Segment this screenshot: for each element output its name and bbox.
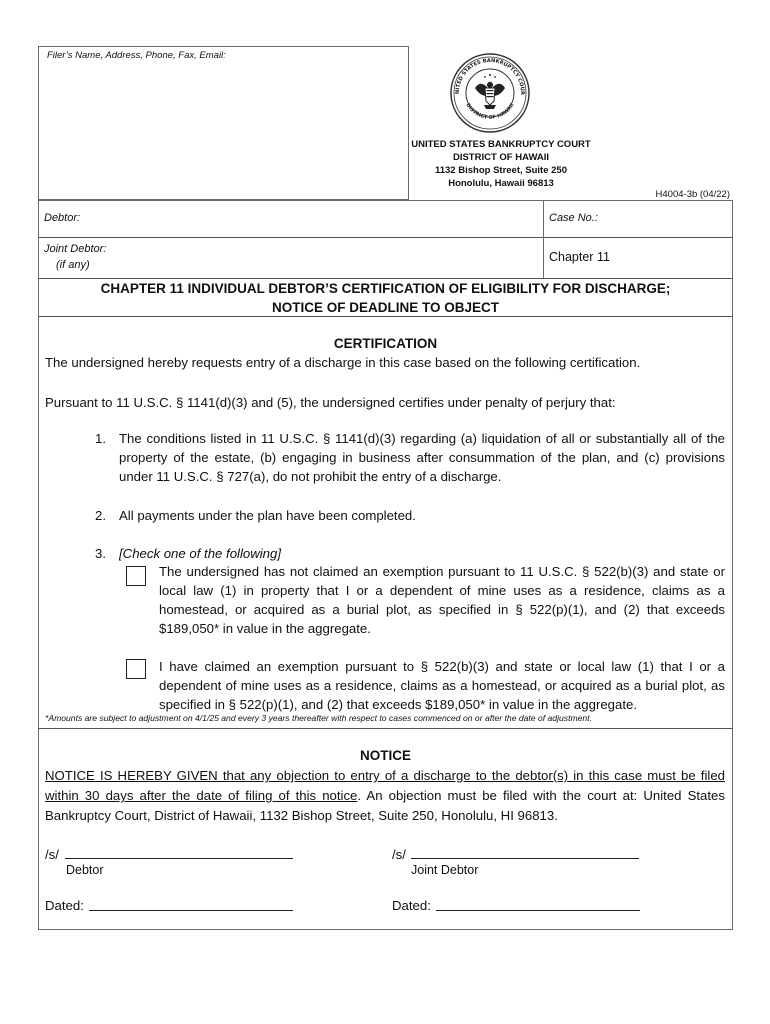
joint-debtor-dated-line[interactable] [436, 910, 640, 911]
notice-body [45, 766, 725, 826]
notice-underlined-text: NOTICE IS HEREBY GIVEN that any objection to entry of a discharge to the debtor(s) in this case must be filed within 30 days after the date of filing of this notice [45, 768, 725, 803]
item-2-text: All payments under the plan have been completed. [119, 508, 416, 523]
filer-box [38, 46, 409, 200]
item-3-number: 3. [95, 546, 106, 561]
debtor-dated-label: Dated: [45, 898, 84, 913]
svg-text:DISTRICT OF HAWAII: DISTRICT OF HAWAII [464, 102, 516, 121]
debtor-signature-label: Debtor [66, 863, 104, 877]
filer-label: Filer’s Name, Address, Phone, Fax, Email: [47, 50, 226, 61]
certification-heading: CERTIFICATION [333, 336, 438, 351]
option-1-checkbox[interactable] [126, 566, 146, 586]
joint-debtor-signature-line[interactable] [411, 858, 639, 859]
form-title-line1: CHAPTER 11 INDIVIDUAL DEBTOR’S CERTIFICATION OF ELIGIBILITY FOR DISCHARGE; [100, 281, 671, 296]
court-address [409, 138, 593, 190]
debtor-dated-line[interactable] [89, 910, 293, 911]
debtor-signature-prefix: /s/ [45, 847, 59, 862]
item-2-number: 2. [95, 508, 106, 523]
debtor-signature-line[interactable] [65, 858, 293, 859]
svg-text:UNITED STATES BANKRUPTCY COURT: NITED STATES BANKRUPTCY COUR [454, 57, 526, 95]
joint-debtor-signature-label: Joint Debtor [411, 863, 479, 877]
case-number-label: Case No.: [549, 212, 598, 224]
court-city: Honolulu, Hawaii 96813 [448, 178, 554, 189]
item-3-text: [Check one of the following] [119, 546, 282, 561]
court-name: UNITED STATES BANKRUPTCY COURT [411, 139, 591, 150]
item-1-number: 1. [95, 431, 106, 446]
court-street: 1132 Bishop Street, Suite 250 [434, 165, 567, 176]
option-1-text: The undersigned has not claimed an exemption pursuant to 11 U.S.C. § 522(b)(3) and state or local law (1) in property that I or a dependent of mine uses as a residence, claims as a homestead, or acquired as a burial plot, as specified in § 522(p)(1), and (2) that exceeds $189,050* in value in the aggregate. [159, 564, 725, 636]
form-title-line2: NOTICE OF DEADLINE TO OBJECT [271, 300, 499, 315]
divider [38, 316, 733, 317]
joint-debtor-signature-prefix: /s/ [392, 847, 406, 862]
joint-debtor-sublabel: (if any) [56, 259, 90, 271]
debtor-label: Debtor: [44, 212, 81, 224]
court-district: DISTRICT OF HAWAII [452, 152, 550, 163]
joint-debtor-label: Joint Debtor: [44, 243, 107, 255]
footnote: *Amounts are subject to adjustment on 4/1/25 and every 3 years thereafter with respect to cases commenced on or after the date of adjustment. [45, 713, 592, 723]
certification-intro: The undersigned hereby requests entry of a discharge in this case based on the following certification. [45, 355, 641, 370]
court-seal [449, 52, 531, 134]
divider [38, 728, 733, 729]
notice-text: . An objection must be filed with the court at: United States Bankruptcy Court, District of Hawaii, 1132 Bishop Street, Suite 250, Honolulu, HI 96813. [45, 788, 725, 823]
divider [38, 237, 733, 238]
divider [543, 200, 544, 278]
joint-debtor-dated-label: Dated: [392, 898, 431, 913]
form-number: H4004-3b (04/22) [655, 189, 730, 200]
item-1-text: The conditions listed in 11 U.S.C. § 1141(d)(3) regarding (a) liquidation of all or substantially all of the property of the estate, (b) engaging in business after consummation of the plan, and (c) provisions under 11 U.S.C. § 727(a), do not prohibit the entry of a discharge. [119, 431, 725, 484]
certification-pursuant: Pursuant to 11 U.S.C. § 1141(d)(3) and (5), the undersigned certifies under penalty of perjury that: [45, 395, 616, 410]
form-title [38, 279, 733, 317]
chapter-label: Chapter 11 [549, 250, 610, 264]
notice-heading: NOTICE [359, 748, 411, 763]
option-2-checkbox[interactable] [126, 659, 146, 679]
option-2-text: I have claimed an exemption pursuant to § 522(b)(3) and state or local law (1) that I or a dependent of mine uses as a residence, claims as a homestead, or acquired as a burial plot, as specified in § 522(p)(1), and (2) that exceeds $189,050* in value in the aggregate. [159, 659, 725, 712]
